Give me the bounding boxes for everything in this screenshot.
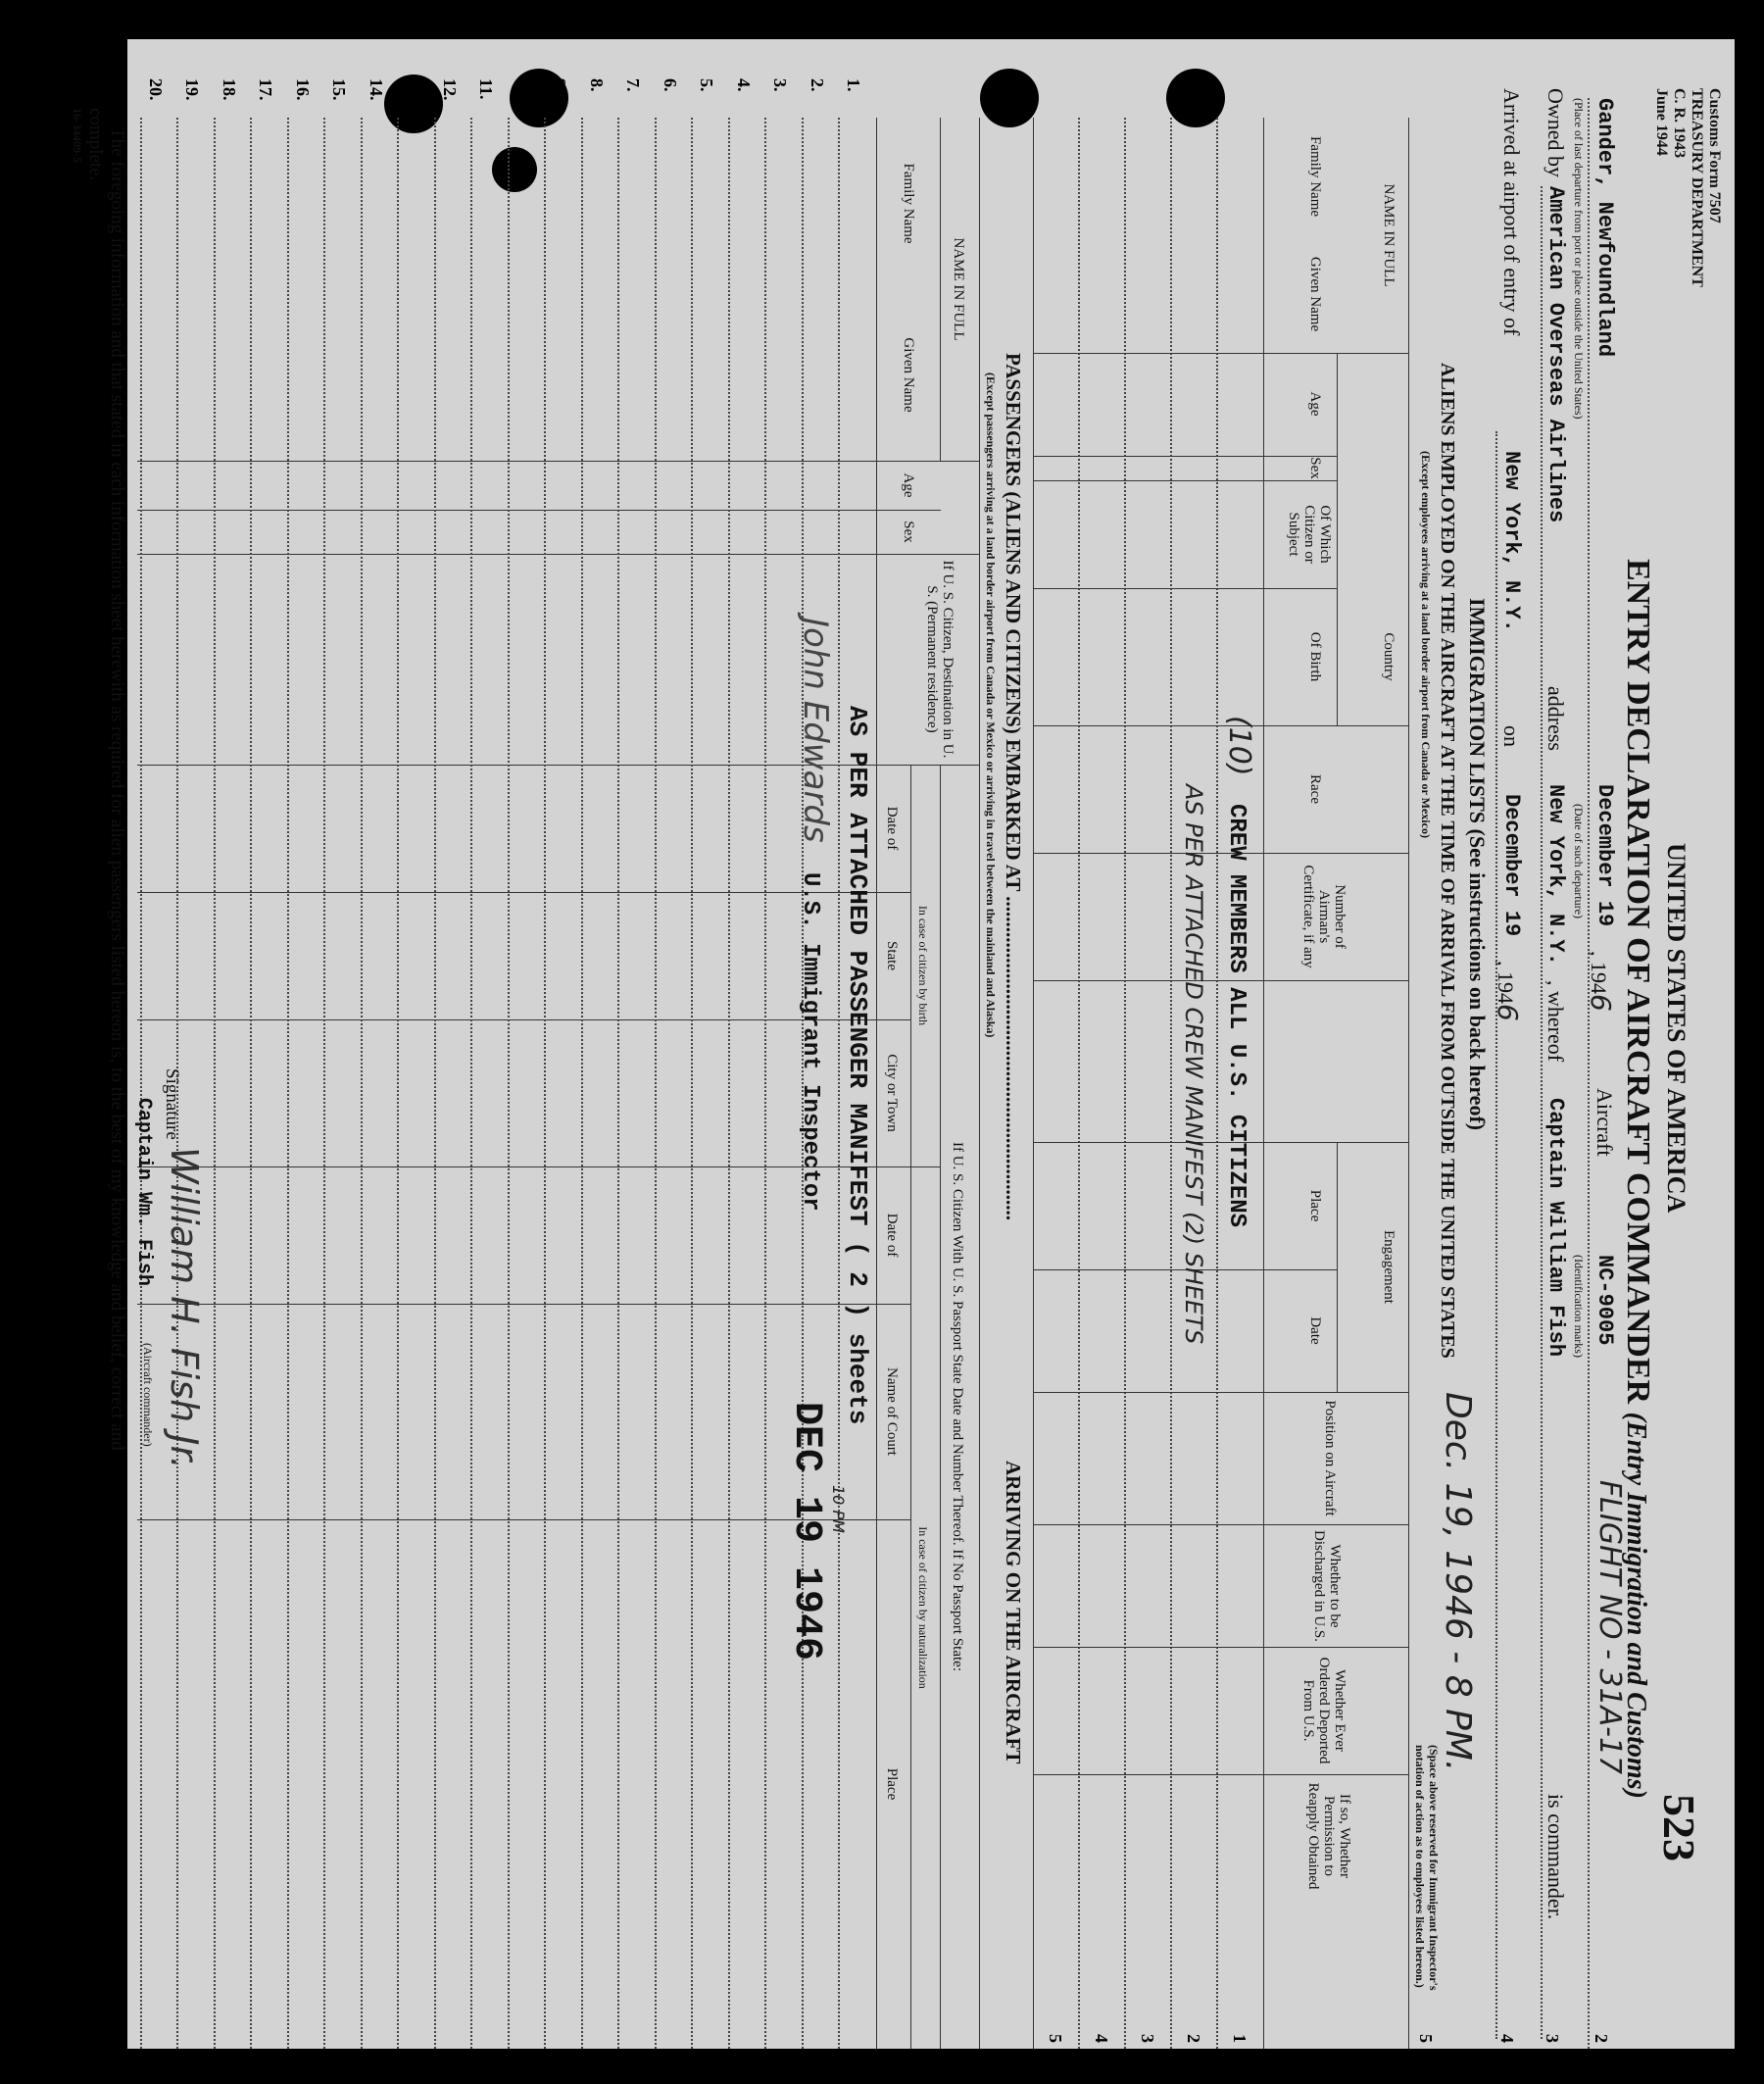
crew-header-country: Country xyxy=(1381,632,1396,681)
passenger-table-top xyxy=(979,118,980,2049)
passenger-row-number: 3. xyxy=(770,78,791,92)
departure-line xyxy=(1588,98,1590,2049)
crew-header-deported: Whether Ever Ordered Deported From U.S. xyxy=(1300,1657,1348,1764)
passenger-row-number: 16. xyxy=(293,78,313,101)
passenger-row-number: 1. xyxy=(844,78,864,92)
passenger-row-line xyxy=(398,118,400,2049)
crew-col-divider xyxy=(1034,980,1409,981)
passenger-header-city: City or Town xyxy=(884,1054,900,1132)
aircraft-id: NC-9005 xyxy=(1592,1255,1617,1346)
crew-col-divider xyxy=(1034,456,1338,457)
passenger-row-number: 19. xyxy=(182,78,203,101)
rotated-form-content xyxy=(71,39,1735,2049)
passenger-row-number: 7. xyxy=(623,78,644,92)
passenger-header-name: NAME IN FULL xyxy=(951,237,966,341)
passenger-row-number: 10. xyxy=(514,78,533,101)
passenger-col-divider xyxy=(137,461,980,462)
aliens-employed-title: ALIENS EMPLOYED ON THE AIRCRAFT AT THE TIME OF ARRIVAL FROM OUTSIDE THE UNITED STATES xyxy=(1437,363,1458,1359)
owner-label: Owned by xyxy=(1544,88,1568,178)
passenger-header-sex: Sex xyxy=(901,521,916,543)
commander-name: Captain William Fish xyxy=(1544,1098,1568,1358)
space-note-line-2: notation of action as to employees listed hereon.) xyxy=(1413,1745,1427,1988)
crew-row-number: 4 xyxy=(1092,2034,1111,2043)
passenger-subheader-line xyxy=(940,765,941,2049)
crew-subheader-line xyxy=(1337,588,1338,725)
passenger-row-number: 8. xyxy=(587,78,607,92)
passenger-header-family: Family Name xyxy=(901,163,916,244)
passenger-row-number: 4. xyxy=(734,78,754,92)
footer-code: 16-34409-5 xyxy=(71,108,84,163)
crew-row-number: 2 xyxy=(1184,2034,1203,2043)
passenger-header-birth-date: Date of xyxy=(884,806,900,851)
form-title: ENTRY DECLARATION OF AIRCRAFT COMMANDER (Entry Immigration and Customs) xyxy=(1620,559,1656,1799)
crew-col-divider xyxy=(1034,1774,1409,1775)
crew-header-given: Given Name xyxy=(1307,256,1323,332)
passenger-row-number: 18. xyxy=(220,78,239,101)
passenger-row-number: 17. xyxy=(256,78,276,101)
crew-row-number: 1 xyxy=(1230,2034,1250,2043)
passenger-row-line xyxy=(839,118,841,2049)
passenger-header-court: Name of Court xyxy=(884,1367,900,1456)
passenger-row-line xyxy=(434,118,436,2049)
passenger-row-number: 13. xyxy=(403,78,423,101)
crew-header-certificate: Number of Airman's Certificate, if any xyxy=(1300,865,1348,968)
passenger-row-line xyxy=(287,118,289,2049)
line-number-2: 2 xyxy=(1592,2034,1611,2043)
crew-header-age: Age xyxy=(1307,391,1323,417)
passenger-col-divider xyxy=(137,510,941,511)
crew-row-line xyxy=(1216,118,1218,2049)
passenger-header-age: Age xyxy=(901,472,916,498)
passengers-title: PASSENGERS (ALIENS AND CITIZENS) EMBARKED AT ............................................................... xyxy=(1002,353,1025,1221)
passenger-subheader-line xyxy=(910,765,911,2049)
crew-subheader-line xyxy=(1337,1142,1338,1392)
arrival-place: New York, N.Y. xyxy=(1499,451,1524,632)
passenger-row-line xyxy=(581,118,583,2049)
crew-row-number: 3 xyxy=(1138,2034,1157,2043)
declaration-text: The foregoing information and that stated in each information sheet herewith as required for alien passengers listed hereon is, to the best of my knowledge and belief, correct and xyxy=(107,127,127,1451)
scanned-form-sheet xyxy=(71,39,1735,2049)
owner-address: New York, N.Y. xyxy=(1544,784,1568,966)
line-number-3: 3 xyxy=(1543,2034,1562,2043)
passenger-table-header-bottom xyxy=(876,118,877,2049)
regulation-ref: C. R. 1943 xyxy=(1671,88,1688,159)
crew-table-bottom xyxy=(1033,118,1034,2049)
passenger-row-number: 6. xyxy=(661,78,680,92)
passenger-row-number: 5. xyxy=(697,78,717,92)
passenger-header-destination: If U. S. Citizen, Destination in U. S. (Permanent residence) xyxy=(924,560,956,759)
passenger-row-number: 2. xyxy=(808,78,827,92)
passengers-subtitle: (Except passengers arriving at a land border airport from Canada or Mexico or arriving in travel between the mainland and Alaska) xyxy=(984,372,998,1038)
crew-row-line xyxy=(1078,118,1080,2049)
commander-caption: (Aircraft commander) xyxy=(141,1343,155,1447)
aircraft-label: Aircraft xyxy=(1592,1088,1617,1157)
passenger-row-line xyxy=(361,118,363,2049)
passenger-row-line xyxy=(251,118,253,2049)
arrival-line xyxy=(1495,431,1497,2039)
crew-col-divider xyxy=(1034,1142,1409,1143)
aliens-employed-subtitle: (Except employees arriving at a land border airport from Canada or Mexico) xyxy=(1419,451,1433,838)
crew-col-divider xyxy=(1034,1524,1409,1525)
passenger-row-number: 15. xyxy=(329,78,350,101)
departure-date-caption: (Date of such departure) xyxy=(1572,804,1586,918)
passenger-row-line xyxy=(508,118,510,2049)
passenger-header-by-birth: In case of citizen by birth xyxy=(916,905,930,1026)
crew-row-line xyxy=(1170,118,1172,2049)
passenger-header-given: Given Name xyxy=(901,337,916,413)
passenger-row-line xyxy=(765,118,767,2049)
inspection-time-stamp: 10 PM xyxy=(829,1485,848,1533)
crew-header-date: Date xyxy=(1307,1316,1323,1345)
inspector-arrival-notation: Dec. 19, 1946 - 8 PM. xyxy=(1438,1392,1478,1772)
crew-table-header-bottom xyxy=(1263,118,1264,2049)
crew-row-number: 5 xyxy=(1046,2034,1065,2043)
passenger-row-number: 12. xyxy=(440,78,460,101)
owner-line xyxy=(1541,186,1543,2039)
crew-col-divider xyxy=(1034,1647,1409,1648)
crew-header-race: Race xyxy=(1307,774,1323,804)
crew-header-citizen: Of Which Citizen or Subject xyxy=(1286,505,1333,564)
crew-header-permission: If so, Whether Permission to Reapply Obtained xyxy=(1305,1782,1352,1890)
crew-citizens-note: CREW MEMBERS ALL U.S. CITIZENS xyxy=(1223,804,1250,1228)
departure-place-caption: (Place of last departure from port or place outside the United States) xyxy=(1572,98,1586,420)
inspector-signature: John Edwards xyxy=(796,618,835,843)
passenger-header-state: State xyxy=(884,941,900,970)
crew-col-divider xyxy=(1034,1392,1409,1393)
departure-place: Gander, Newfoundland xyxy=(1592,98,1617,358)
commander-printed-name: Captain Wm. Fish xyxy=(132,1098,155,1287)
page-number: 523 xyxy=(1654,1794,1704,1861)
crew-col-divider xyxy=(1034,480,1338,481)
country-heading: UNITED STATES OF AMERICA xyxy=(1662,843,1690,1214)
space-note-line-1: (Space above reserved for Immigrant Inspector's xyxy=(1427,1745,1441,1991)
crew-header-birth: Of Birth xyxy=(1307,631,1323,682)
line-number-4: 4 xyxy=(1497,2034,1517,2043)
crew-row-line xyxy=(1124,118,1126,2049)
is-commander-label: is commander. xyxy=(1544,1794,1568,1920)
departure-year: , 1946 xyxy=(1585,951,1617,1012)
form-header-block xyxy=(1652,88,1723,287)
crew-header-name: NAME IN FULL xyxy=(1381,183,1396,287)
crew-header-discharged: Whether to be Discharged in U.S. xyxy=(1311,1530,1343,1642)
crew-header-family: Family Name xyxy=(1307,135,1323,218)
crew-header-place: Place xyxy=(1307,1189,1323,1222)
arrival-on-label: on xyxy=(1499,725,1524,747)
passenger-row-number: 11. xyxy=(476,78,497,100)
crew-col-divider xyxy=(1034,353,1409,354)
owner-name: American Overseas Airlines xyxy=(1544,186,1568,523)
crew-header-engagement: Engagement xyxy=(1381,1230,1396,1304)
signature-label: Signature xyxy=(162,1068,182,1140)
passenger-row-number: 9. xyxy=(550,78,570,92)
passenger-header-naturalization-date: Date of xyxy=(884,1213,900,1258)
immigration-lists-title: IMMIGRATION LISTS (See instructions on back hereof) xyxy=(1465,598,1490,1131)
crew-header-position: Position on Aircraft xyxy=(1322,1400,1338,1516)
crew-col-divider xyxy=(1034,853,1409,854)
customs-form-number: Customs Form 7507 xyxy=(1706,88,1723,223)
crew-table-top xyxy=(1408,118,1409,2049)
address-label: address xyxy=(1544,686,1568,751)
aircraft-id-caption: (Identification marks) xyxy=(1572,1255,1586,1358)
passenger-manifest-note: AS PER ATTACHED PASSENGER MANIFEST ( 2 ) sheets xyxy=(843,706,872,1425)
passenger-row-line xyxy=(324,118,326,2049)
passenger-col-divider xyxy=(137,1304,911,1305)
passenger-row-number: 14. xyxy=(367,78,386,101)
passenger-row-line xyxy=(692,118,694,2049)
passenger-row-line xyxy=(728,118,730,2049)
passenger-col-divider xyxy=(137,1019,911,1020)
passenger-row-line xyxy=(618,118,620,2049)
line-number-5: 5 xyxy=(1416,2034,1436,2043)
passenger-row-line xyxy=(140,118,142,2049)
passenger-header-place: Place xyxy=(884,1767,900,1801)
whereof-label: , whereof xyxy=(1544,980,1568,1063)
passenger-row-line xyxy=(545,118,547,2049)
inspector-title: U.S. Immigrant Inspector xyxy=(797,872,823,1212)
commander-signature: William H. Fish Jr. xyxy=(163,1147,206,1469)
arrival-date: December 19 xyxy=(1499,794,1524,937)
passenger-header-passport: If U. S. Citizen With U. S. Passport State Date and Number Thereof. If No Passport State: xyxy=(950,1141,965,1671)
crew-subheader-line xyxy=(1337,353,1338,588)
inspection-date-stamp: DEC 19 1946 xyxy=(784,1402,828,1662)
departure-date: December 19 xyxy=(1592,784,1617,927)
crew-manifest-note: AS PER ATTACHED CREW MANIFEST (2) SHEETS xyxy=(1180,784,1207,1345)
declaration-text-end: complete. xyxy=(85,108,106,181)
passengers-title-end: ARRIVING ON THE AIRCRAFT xyxy=(1002,1461,1025,1764)
passenger-col-divider xyxy=(137,892,911,893)
crew-col-divider xyxy=(1034,588,1338,589)
passenger-row-line xyxy=(471,118,473,2049)
flight-note: FLIGHT NO - 31A-17 xyxy=(1592,1480,1627,1775)
passenger-subheader-line xyxy=(940,118,941,461)
form-edition: June 1944 xyxy=(1653,88,1670,156)
crew-count: (10) xyxy=(1222,716,1256,776)
passenger-row-number: 20. xyxy=(146,78,166,101)
passenger-col-divider xyxy=(137,554,980,555)
passenger-header-by-naturalization: In case of citizen by naturalization xyxy=(916,1526,930,1689)
arrival-label: Arrived at airport of entry of xyxy=(1499,88,1524,336)
passenger-row-line xyxy=(655,118,657,2049)
crew-header-sex: Sex xyxy=(1307,457,1323,479)
passenger-row-line xyxy=(214,118,216,2049)
arrival-year: , 1946 xyxy=(1492,961,1524,1021)
department-name: TREASURY DEPARTMENT xyxy=(1689,88,1705,287)
